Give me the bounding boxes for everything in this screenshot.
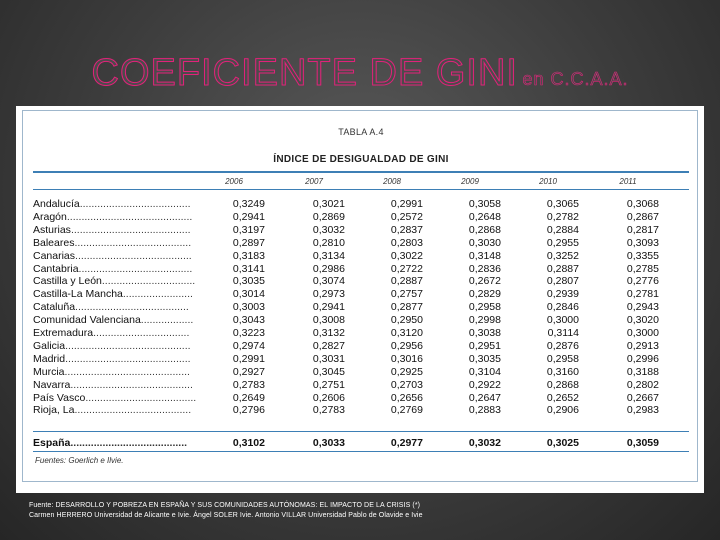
gini-value: 0,2796 — [232, 404, 265, 417]
region-name — [33, 301, 189, 313]
gini-value: 0,2606 — [312, 391, 345, 404]
gini-value: 0,3032 — [312, 223, 345, 236]
year-header: 2007 — [305, 177, 323, 186]
leader-dots: ........................................... — [66, 210, 193, 223]
gini-value: 0,3035 — [232, 275, 265, 288]
gini-value: 0,2722 — [390, 262, 423, 275]
table-row — [33, 353, 689, 365]
table-row — [33, 327, 689, 339]
leader-dots: ...................................... — [85, 391, 197, 404]
table-row — [33, 198, 689, 210]
leader-dots: ....................................... — [75, 301, 189, 314]
gini-value: 0,3104 — [468, 365, 501, 378]
region-name — [33, 392, 196, 404]
gini-value: 0,2781 — [626, 288, 659, 301]
gini-value: 0,3058 — [468, 198, 501, 210]
leader-dots: ........................................ — [74, 236, 192, 249]
gini-value: 0,2998 — [468, 314, 501, 327]
table-row-total — [33, 437, 689, 449]
gini-value: 0,2757 — [390, 288, 423, 301]
table-row — [33, 211, 689, 223]
gini-value: 0,2950 — [390, 314, 423, 327]
gini-value: 0,3188 — [626, 365, 659, 378]
gini-value: 0,3068 — [626, 198, 659, 210]
gini-value: 0,3035 — [468, 352, 501, 365]
gini-value: 0,2906 — [546, 404, 579, 417]
gini-value: 0,3183 — [232, 249, 265, 262]
year-header: 2006 — [225, 177, 243, 186]
table-row — [33, 263, 689, 275]
table-row — [33, 392, 689, 404]
leader-dots: ........................................... — [64, 365, 190, 378]
region-label: Aragón — [33, 210, 67, 223]
table-row — [33, 275, 689, 287]
table-row — [33, 340, 689, 352]
region-name — [33, 288, 193, 300]
gini-value: 0,2649 — [232, 391, 265, 404]
total-top-rule — [33, 431, 689, 432]
gini-value: 0,2983 — [626, 404, 659, 417]
leader-dots: ........................................... — [65, 339, 191, 352]
gini-value: 0,2958 — [546, 352, 579, 365]
region-label: Cantabria — [33, 262, 79, 275]
gini-value: 0,2941 — [232, 210, 265, 223]
region-name — [33, 404, 191, 416]
region-label: Castilla-La Mancha — [33, 288, 123, 301]
gini-value: 0,3038 — [468, 327, 501, 339]
header-top-rule — [33, 171, 689, 173]
table-label: TABLA A.4 — [338, 127, 384, 137]
gini-value: 0,2836 — [468, 262, 501, 275]
gini-value: 0,2776 — [626, 275, 659, 288]
gini-value: 0,2810 — [312, 236, 345, 249]
region-label: Canarias — [33, 249, 76, 262]
gini-value: 0,2986 — [312, 262, 345, 275]
gini-value: 0,3160 — [546, 365, 579, 378]
gini-value: 0,2783 — [232, 378, 265, 391]
region-label: Murcia — [33, 365, 65, 378]
gini-value: 0,2956 — [390, 339, 423, 352]
gini-value: 0,2648 — [468, 210, 501, 223]
gini-value: 0,2785 — [626, 262, 659, 275]
gini-value: 0,3032 — [468, 437, 501, 449]
slide-title-sub: en C.C.A.A. — [522, 69, 629, 89]
footnote — [29, 501, 423, 521]
gini-value: 0,2769 — [390, 404, 423, 417]
region-name — [33, 366, 190, 378]
table-row — [33, 379, 689, 391]
region-label: Madrid — [33, 352, 66, 365]
leader-dots: ........................................ — [74, 404, 192, 417]
gini-value: 0,3093 — [626, 236, 659, 249]
table-image-panel — [16, 106, 704, 493]
region-name — [33, 250, 192, 262]
region-name — [33, 353, 191, 365]
gini-value: 0,2572 — [390, 210, 423, 223]
gini-value: 0,3114 — [547, 327, 579, 339]
region-name — [33, 198, 191, 210]
gini-value: 0,2703 — [390, 378, 423, 391]
gini-value: 0,3043 — [232, 314, 265, 327]
gini-value: 0,2846 — [546, 301, 579, 314]
region-name — [33, 340, 191, 352]
gini-value: 0,2974 — [232, 339, 265, 352]
region-label: Asturias — [33, 223, 71, 236]
leader-dots: ........................................ — [70, 437, 188, 449]
year-header: 2009 — [461, 177, 479, 186]
table-row — [33, 250, 689, 262]
gini-value: 0,2913 — [626, 339, 659, 352]
gini-value: 0,2943 — [626, 301, 659, 314]
gini-value: 0,3031 — [312, 352, 345, 365]
gini-value: 0,2782 — [546, 210, 579, 223]
table-row — [33, 224, 689, 236]
gini-value: 0,3197 — [232, 223, 265, 236]
gini-value: 0,3141 — [232, 262, 265, 275]
gini-value: 0,2925 — [390, 365, 423, 378]
gini-value: 0,3045 — [312, 365, 345, 378]
gini-value: 0,2884 — [546, 223, 579, 236]
gini-value: 0,2887 — [546, 262, 579, 275]
region-name — [33, 263, 192, 275]
leader-dots: .................. — [140, 314, 194, 327]
gini-value: 0,3020 — [626, 314, 659, 327]
gini-value: 0,2672 — [468, 275, 501, 288]
leader-dots: ........................ — [122, 288, 193, 301]
table-row — [33, 314, 689, 326]
region-name — [33, 327, 189, 339]
gini-value: 0,3022 — [390, 249, 423, 262]
gini-value: 0,3148 — [468, 249, 501, 262]
leader-dots: ....................................... — [78, 262, 193, 275]
table-row — [33, 288, 689, 300]
region-name — [33, 275, 195, 287]
gini-value: 0,2837 — [390, 223, 423, 236]
gini-value: 0,2751 — [312, 378, 345, 391]
region-name — [33, 379, 193, 391]
region-label: País Vasco — [33, 391, 86, 404]
gini-value: 0,3000 — [546, 314, 579, 327]
region-label: Extremadura — [33, 327, 94, 339]
gini-value: 0,2876 — [546, 339, 579, 352]
gini-value: 0,2927 — [232, 365, 265, 378]
gini-value: 0,2883 — [468, 404, 501, 417]
gini-value: 0,2803 — [390, 236, 423, 249]
table-row — [33, 237, 689, 249]
region-label: Andalucía — [33, 198, 80, 210]
gini-value: 0,2647 — [468, 391, 501, 404]
gini-value: 0,3355 — [626, 249, 659, 262]
year-header: 2010 — [539, 177, 557, 186]
gini-value: 0,2939 — [546, 288, 579, 301]
gini-value: 0,2829 — [468, 288, 501, 301]
slide-title — [0, 52, 720, 95]
gini-value: 0,2802 — [626, 378, 659, 391]
gini-value: 0,2868 — [546, 378, 579, 391]
table-heading: ÍNDICE DE DESIGUALDAD DE GINI — [273, 154, 449, 165]
year-header: 2008 — [383, 177, 401, 186]
leader-dots: ...................................... — [79, 198, 191, 210]
gini-value: 0,2996 — [626, 352, 659, 365]
gini-value: 0,3008 — [312, 314, 345, 327]
gini-value: 0,3134 — [312, 249, 345, 262]
gini-value: 0,2783 — [312, 404, 345, 417]
table-row — [33, 301, 689, 313]
gini-value: 0,2955 — [546, 236, 579, 249]
gini-value: 0,3074 — [312, 275, 345, 288]
region-label: Rioja, La — [33, 404, 75, 417]
region-name — [33, 224, 191, 236]
gini-value: 0,2991 — [390, 198, 423, 210]
gini-value: 0,3030 — [468, 236, 501, 249]
gini-value: 0,2897 — [232, 236, 265, 249]
gini-value: 0,2652 — [546, 391, 579, 404]
gini-value: 0,2973 — [312, 288, 345, 301]
region-name — [33, 211, 192, 223]
gini-value: 0,2867 — [626, 210, 659, 223]
leader-dots: ........................................... — [65, 352, 191, 365]
region-label: Comunidad Valenciana — [33, 314, 141, 327]
gini-value: 0,2817 — [626, 223, 659, 236]
table-row — [33, 404, 689, 416]
region-label: Castilla y León — [33, 275, 102, 288]
gini-value: 0,3249 — [232, 198, 265, 210]
leader-dots: ........................................ — [75, 249, 192, 262]
gini-value: 0,2991 — [232, 352, 265, 365]
gini-value: 0,3014 — [232, 288, 265, 301]
table-row — [33, 366, 689, 378]
header-bottom-rule — [33, 189, 689, 190]
gini-value: 0,3132 — [312, 327, 345, 339]
footnote-line-2: Carmen HERRERO Universidad de Alicante e Ivie. Ángel SOLER Ivie. Antonio VILLAR Universidad Pablo de Olavide e Ivie — [29, 512, 423, 519]
gini-value: 0,2887 — [390, 275, 423, 288]
total-bottom-rule — [33, 451, 689, 452]
gini-value: 0,2877 — [390, 301, 423, 314]
footnote-line-1: Fuente: DESARROLLO Y POBREZA EN ESPAÑA Y SUS COMUNIDADES AUTÓNOMAS: EL IMPACTO DE LA CRISIS (*) — [29, 502, 421, 509]
leader-dots: .......................................... — [70, 378, 193, 391]
gini-value: 0,3000 — [626, 327, 659, 339]
region-label: Galicia — [33, 339, 66, 352]
gini-value: 0,2977 — [390, 437, 423, 449]
gini-value: 0,2667 — [626, 391, 659, 404]
gini-value: 0,2951 — [468, 339, 501, 352]
gini-value: 0,3059 — [626, 437, 659, 449]
slide-title-main: COEFICIENTE DE GINI — [91, 52, 518, 94]
gini-value: 0,3033 — [312, 437, 345, 449]
year-header: 2011 — [619, 177, 637, 186]
gini-value: 0,3252 — [546, 249, 579, 262]
leader-dots: ......................................... — [70, 223, 191, 236]
gini-value: 0,2827 — [312, 339, 345, 352]
gini-value: 0,2807 — [546, 275, 579, 288]
gini-value: 0,3021 — [312, 198, 345, 210]
gini-table — [22, 110, 698, 482]
gini-value: 0,3065 — [546, 198, 579, 210]
gini-value: 0,3003 — [232, 301, 265, 314]
gini-value: 0,3120 — [390, 327, 423, 339]
region-label: España — [33, 437, 71, 449]
gini-value: 0,2868 — [468, 223, 501, 236]
region-name — [33, 437, 187, 449]
gini-value: 0,2922 — [468, 378, 501, 391]
region-name — [33, 314, 193, 326]
region-label: Navarra — [33, 378, 71, 391]
region-label: Baleares — [33, 236, 75, 249]
leader-dots: ................................. — [93, 327, 190, 339]
gini-value: 0,3223 — [232, 327, 265, 339]
gini-value: 0,2869 — [312, 210, 345, 223]
region-name — [33, 237, 191, 249]
gini-value: 0,3016 — [390, 352, 423, 365]
gini-value: 0,3102 — [232, 437, 265, 449]
leader-dots: ................................ — [101, 275, 196, 288]
gini-value: 0,3025 — [546, 437, 579, 449]
gini-value: 0,2941 — [312, 301, 345, 314]
gini-value: 0,2958 — [468, 301, 501, 314]
region-label: Cataluña — [33, 301, 76, 314]
table-source: Fuentes: Goerlich e Ilvie. — [35, 456, 124, 465]
gini-value: 0,2656 — [390, 391, 423, 404]
